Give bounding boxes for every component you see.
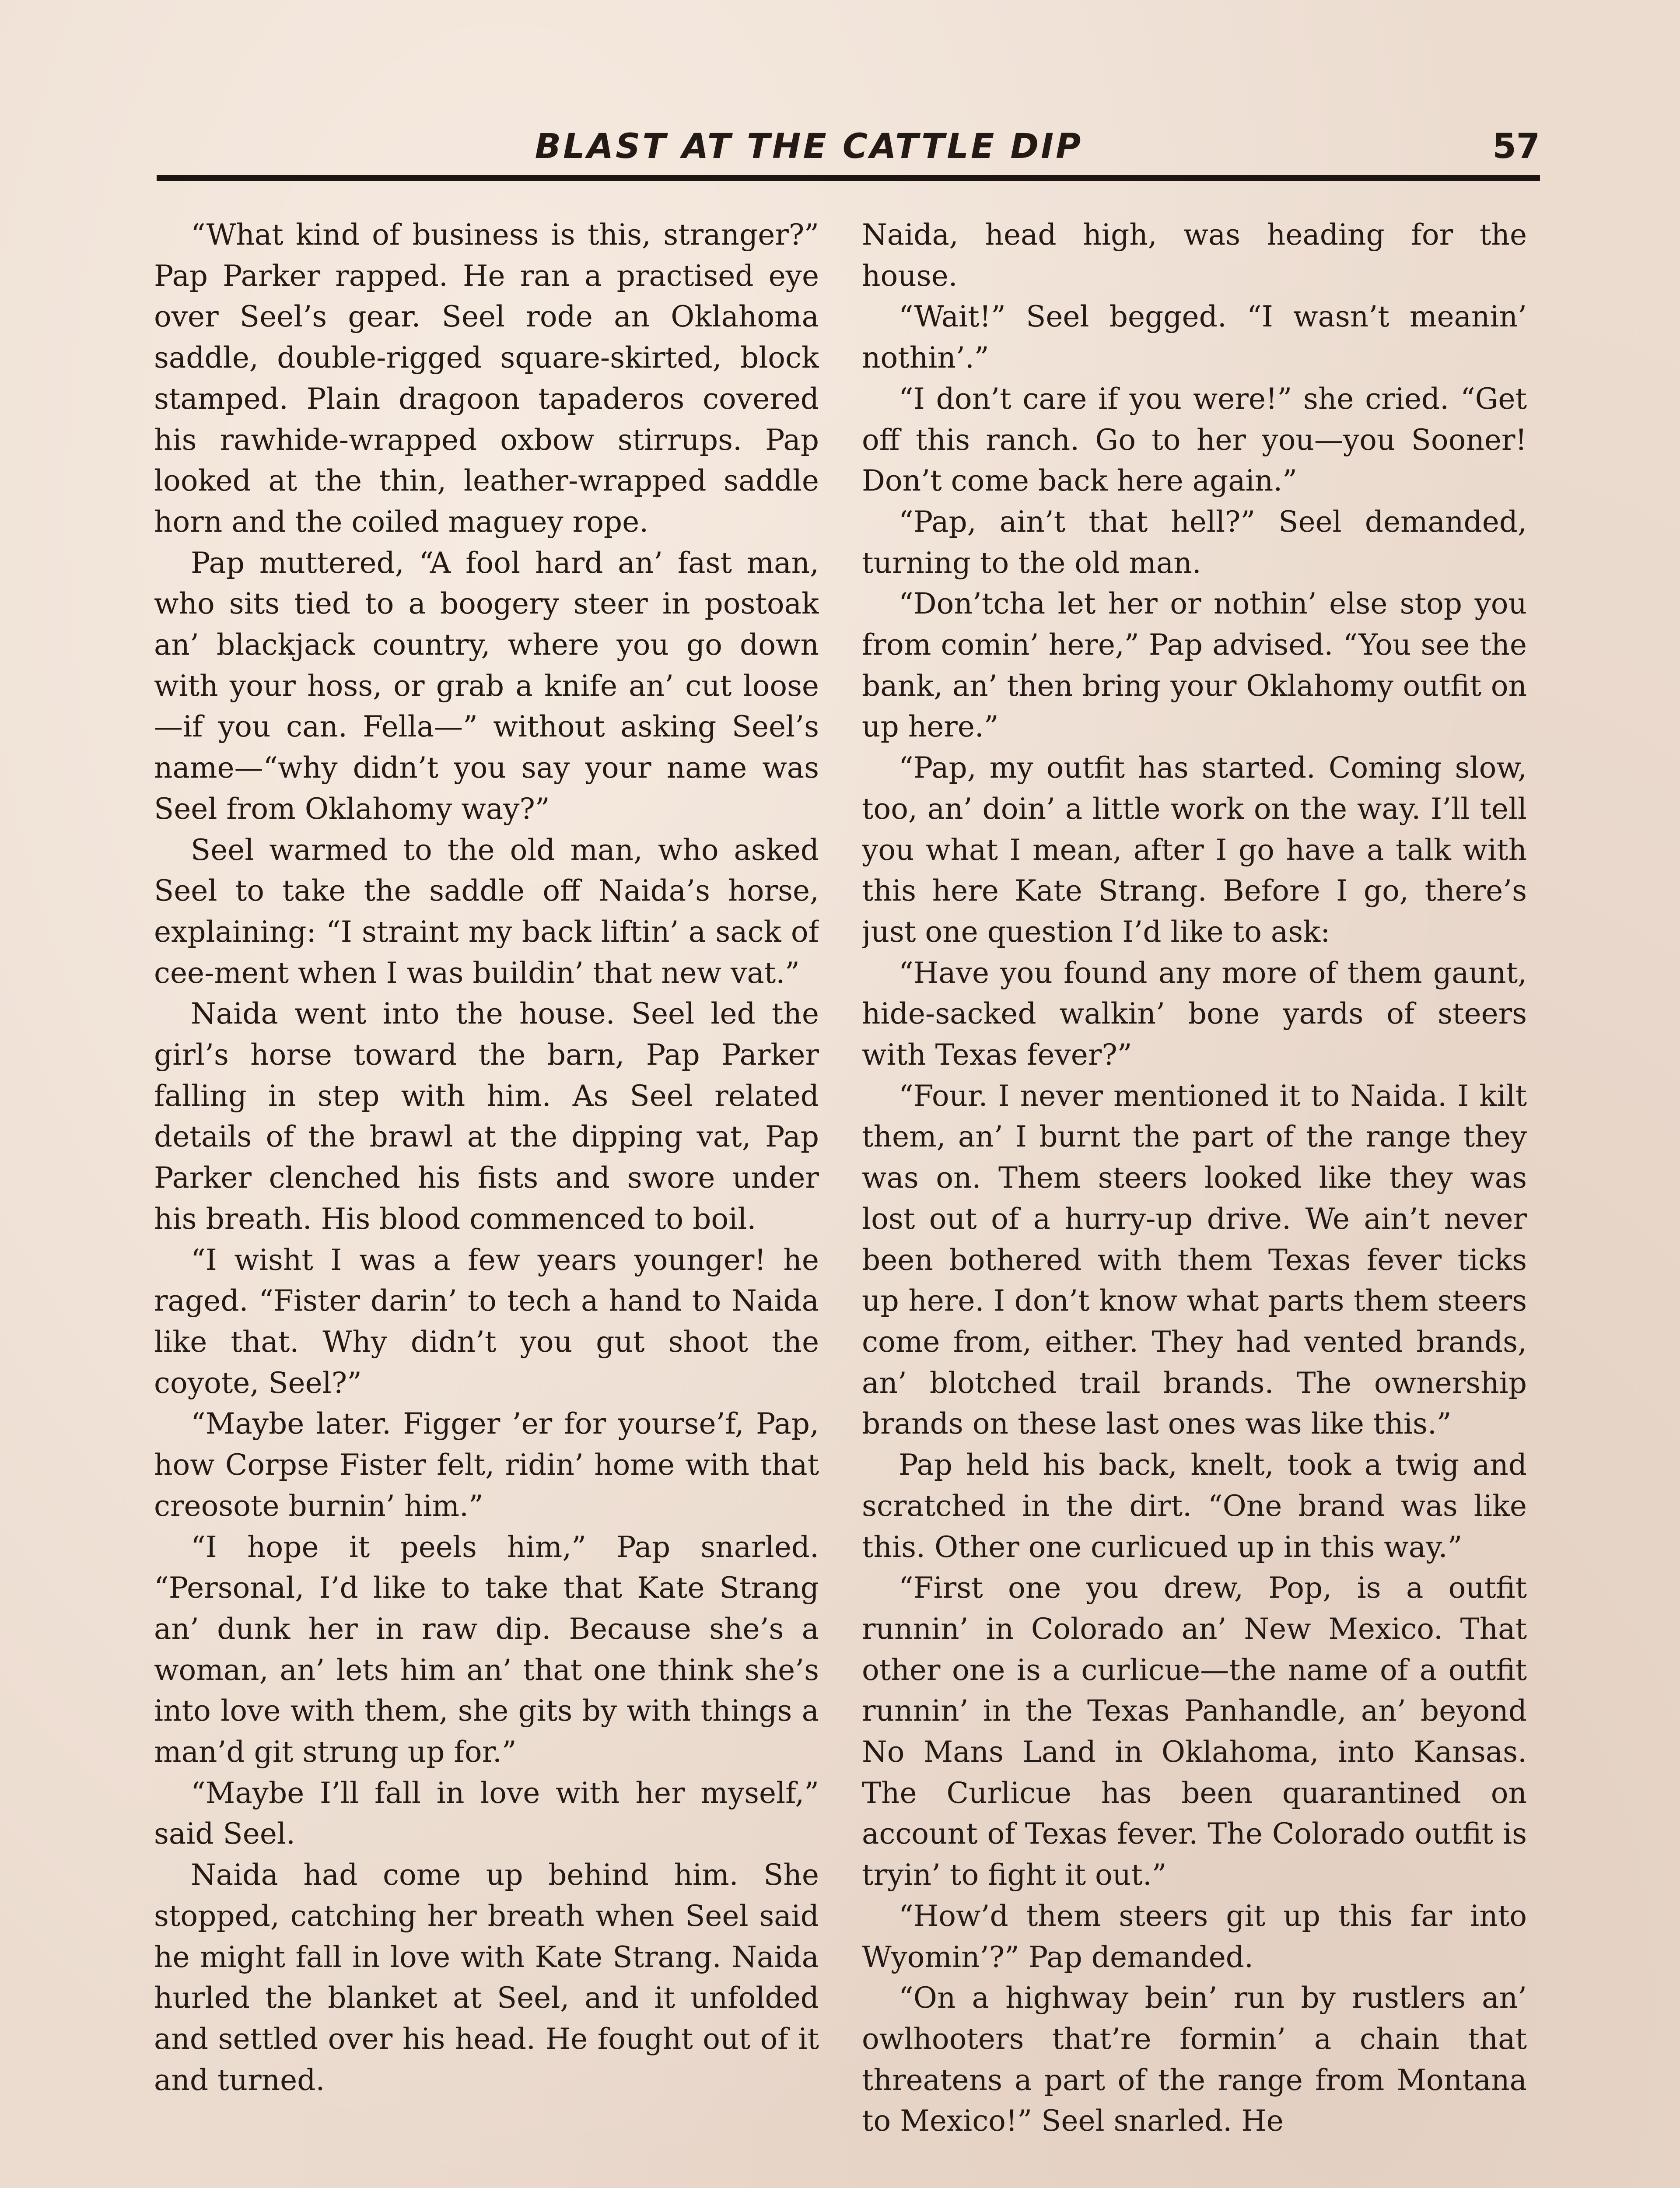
running-header [157, 123, 1540, 175]
paragraph: “Wait!” Seel begged. “I wasn’t meanin’ nothin’.” [862, 300, 1527, 375]
paragraph-continuation: Naida, head high, was heading for the house. [862, 218, 1527, 293]
paragraph: “Have you found any more of them gaunt, hide-sacked walkin’ bone yards of steers with Texas fever?” [862, 956, 1527, 1072]
paragraph: “Don’tcha let her or nothin’ else stop you from comin’ here,” Pap advised. “You see the bank, an’ then bring your Oklahomy outfit on up here.” [862, 587, 1527, 744]
paragraph: “Pap, my outfit has started. Coming slow, too, an’ doin’ a little work on the way. I’ll tell you what I mean, after I go have a talk with this here Kate Strang. Before I go, there’s just one question I’d like to ask: [862, 751, 1527, 949]
page-number: 57 [1492, 127, 1540, 166]
paragraph: “How’d them steers git up this far into Wyomin’?” Pap demanded. [862, 1899, 1527, 1974]
story-title: BLAST AT THE CATTLE DIP [535, 127, 1083, 166]
paragraph: “Pap, ain’t that hell?” Seel demanded, turning to the old man. [862, 505, 1527, 580]
paragraph: “On a highway bein’ run by rustlers an’ owlhooters that’re formin’ a chain that threatens a part of the range from Montana to Mexico!” Seel snarled. He [862, 1981, 1527, 2138]
left-column [154, 214, 819, 2188]
right-column [862, 214, 1527, 2188]
header-rule [157, 175, 1540, 181]
paragraph: Naida had come up behind him. She stopped, catching her breath when Seel said he might fall in love with Kate Strang. Naida hurled the blanket at Seel, and it unfolded and settled over his head. He fought out of it and turned. [154, 1858, 819, 2097]
paragraph: “First one you drew, Pop, is a outfit runnin’ in Colorado an’ New Mexico. That other one is a curlicue—the name of a outfit runnin’ in the Texas Panhandle, an’ beyond No Mans Land in Oklahoma, into Kansas. The Curlicue has been quarantined on account of Texas fever. The Colorado outfit is tryin’ to fight it out.” [862, 1571, 1527, 1892]
paragraph: “What kind of business is this, stranger?” Pap Parker rapped. He ran a practised eye over Seel’s gear. Seel rode an Oklahoma saddle, double-rigged square-skirted, block stamped. Plain dragoon tapaderos covered his rawhide-wrapped oxbow stirrups. Pap looked at the thin, leather-wrapped saddle horn and the coiled maguey rope. [154, 218, 819, 539]
paragraph: Seel warmed to the old man, who asked Seel to take the saddle off Naida’s horse, explaining: “I straint my back liftin’ a sack of cee-ment when I was buildin’ that new vat.” [154, 833, 819, 990]
paragraph: “Maybe I’ll fall in love with her myself,” said Seel. [154, 1776, 819, 1851]
paragraph: Pap muttered, “A fool hard an’ fast man, who sits tied to a boogery steer in postoak an’ blackjack country, where you go down with your hoss, or grab a knife an’ cut loose—if you can. Fella—” without asking Seel’s name—“why didn’t you say your name was Seel from Oklahomy way?” [154, 546, 819, 826]
paragraph: “I wisht I was a few years younger! he raged. “Fister darin’ to tech a hand to Naida like that. Why didn’t you gut shoot the coyote, Seel?” [154, 1243, 819, 1400]
paragraph: “I hope it peels him,” Pap snarled. “Personal, I’d like to take that Kate Strang an’ dunk her in raw dip. Because she’s a woman, an’ lets him an’ that one think she’s into love with them, she gits by with things a man’d git strung up for.” [154, 1530, 819, 1769]
paragraph: “I don’t care if you were!” she cried. “Get off this ranch. Go to her you—you Sooner! Don’t come back here again.” [862, 382, 1527, 498]
paragraph: “Maybe later. Figger ’er for yourse’f, Pap, how Corpse Fister felt, ridin’ home with that creosote burnin’ him.” [154, 1407, 819, 1523]
paragraph: Pap held his back, knelt, took a twig and scratched in the dirt. “One brand was like this. Other one curlicued up in this way.” [862, 1448, 1527, 1564]
paragraph: “Four. I never mentioned it to Naida. I kilt them, an’ I burnt the part of the range they was on. Them steers looked like they was lost out of a hurry-up drive. We ain’t never been bothered with them Texas fever ticks up here. I don’t know what parts them steers come from, either. They had vented brands, an’ blotched trail brands. The ownership brands on these last ones was like this.” [862, 1079, 1527, 1441]
paragraph: Naida went into the house. Seel led the girl’s horse toward the barn, Pap Parker falling in step with him. As Seel related details of the brawl at the dipping vat, Pap Parker clenched his fists and swore under his breath. His blood commenced to boil. [154, 997, 819, 1236]
